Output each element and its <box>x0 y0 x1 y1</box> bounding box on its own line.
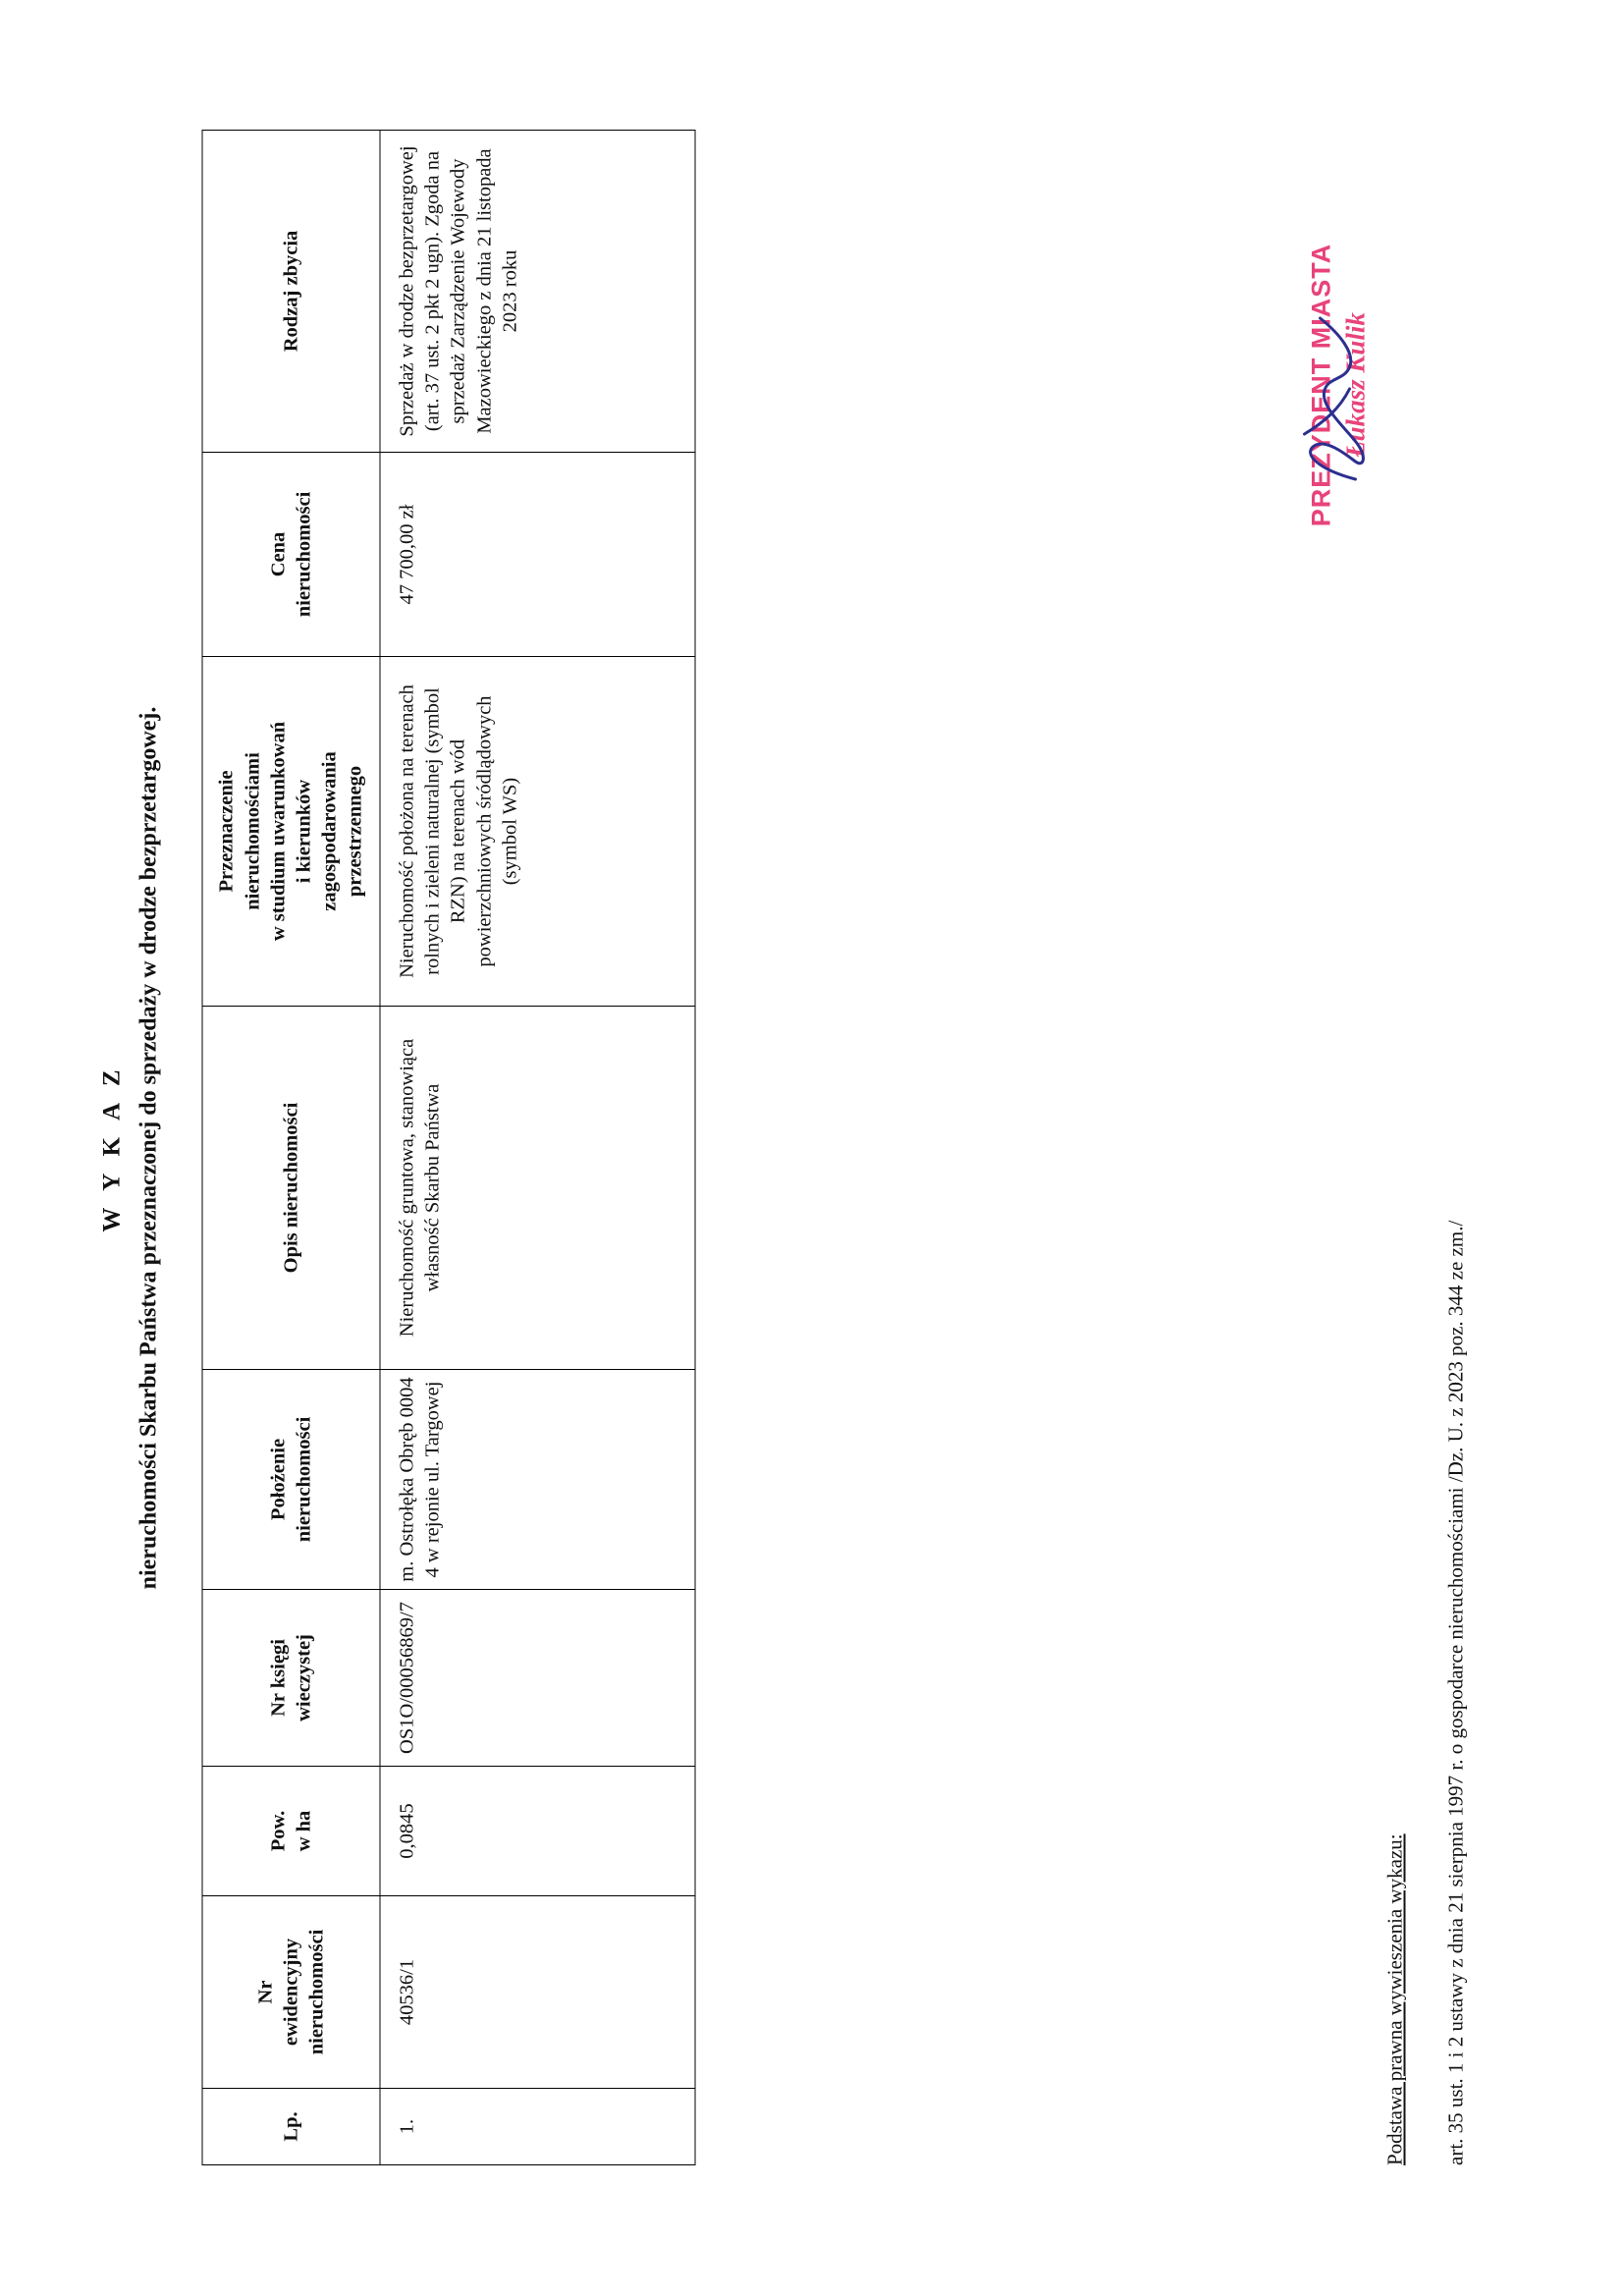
table-row <box>380 131 695 2165</box>
cell-cena: 47 700,00 zł <box>380 453 695 657</box>
legal-basis-label: Podstawa prawna wywieszenia wykazu: <box>1382 1833 1406 2165</box>
cell-nr-ewidencyjny: 40536/1 <box>380 1896 695 2089</box>
signature-name: Łukasz Kulik <box>1340 312 1370 458</box>
column-header-nr-ewidencyjny: Nr ewidencyjny nieruchomości <box>202 1896 380 2089</box>
column-header-rodzaj: Rodzaj zbycia <box>202 131 380 453</box>
table-header-row <box>202 131 380 2165</box>
cell-polozenie: m. Ostrołęka Obręb 0004 4 w rejonie ul. Targowej <box>380 1370 695 1590</box>
cell-opis: Nieruchomość gruntowa, stanowiąca własność Skarbu Państwa <box>380 1007 695 1370</box>
signature-title: PREZYDENT MIASTA <box>1306 243 1335 527</box>
column-header-przeznaczenie: Przeznaczenie nieruchomościami w studium uwarunkowań i kierunków zagospodarowania przestrzennego <box>202 657 380 1007</box>
column-header-opis: Opis nieruchomości <box>202 1007 380 1370</box>
column-header-lp: Lp. <box>202 2089 380 2165</box>
cell-lp: 1. <box>380 2089 695 2165</box>
wykaz-table <box>201 130 695 2165</box>
cell-przeznaczenie: Nieruchomość położona na terenach rolnych i zieleni naturalnej (symbol RZN) na terenach wód powierzchniowych śródlądowych (symbol WS) <box>380 657 695 1007</box>
column-header-pow: Pow. w ha <box>202 1767 380 1896</box>
column-header-polozenie: Położenie nieruchomości <box>202 1370 380 1590</box>
cell-kw: OS1O/00056869/7 <box>380 1590 695 1767</box>
title-block <box>98 0 162 2296</box>
column-header-cena: Cena nieruchomości <box>202 453 380 657</box>
signature-block <box>1306 110 1371 660</box>
cell-rodzaj: Sprzedaż w drodze bezprzetargowej (art. 37 ust. 2 pkt 2 ugn). Zgoda na sprzedaż Zarządzenie Wojewody Mazowieckiego z dnia 21 listopada 2023 roku <box>380 131 695 453</box>
column-header-kw: Nr księgi wieczystej <box>202 1590 380 1767</box>
cell-pow: 0,0845 <box>380 1767 695 1896</box>
page-title: W Y K A Z <box>98 1064 125 1232</box>
legal-basis-text: art. 35 ust. 1 i 2 ustawy z dnia 21 sierpnia 1997 r. o gospodarce nieruchomościami /Dz. U. z 2023 poz. 344 ze zm./ <box>1443 1220 1467 2165</box>
page-subtitle: nieruchomości Skarbu Państwa przeznaczonej do sprzedaży w drodze bezprzetargowej. <box>135 706 161 1590</box>
